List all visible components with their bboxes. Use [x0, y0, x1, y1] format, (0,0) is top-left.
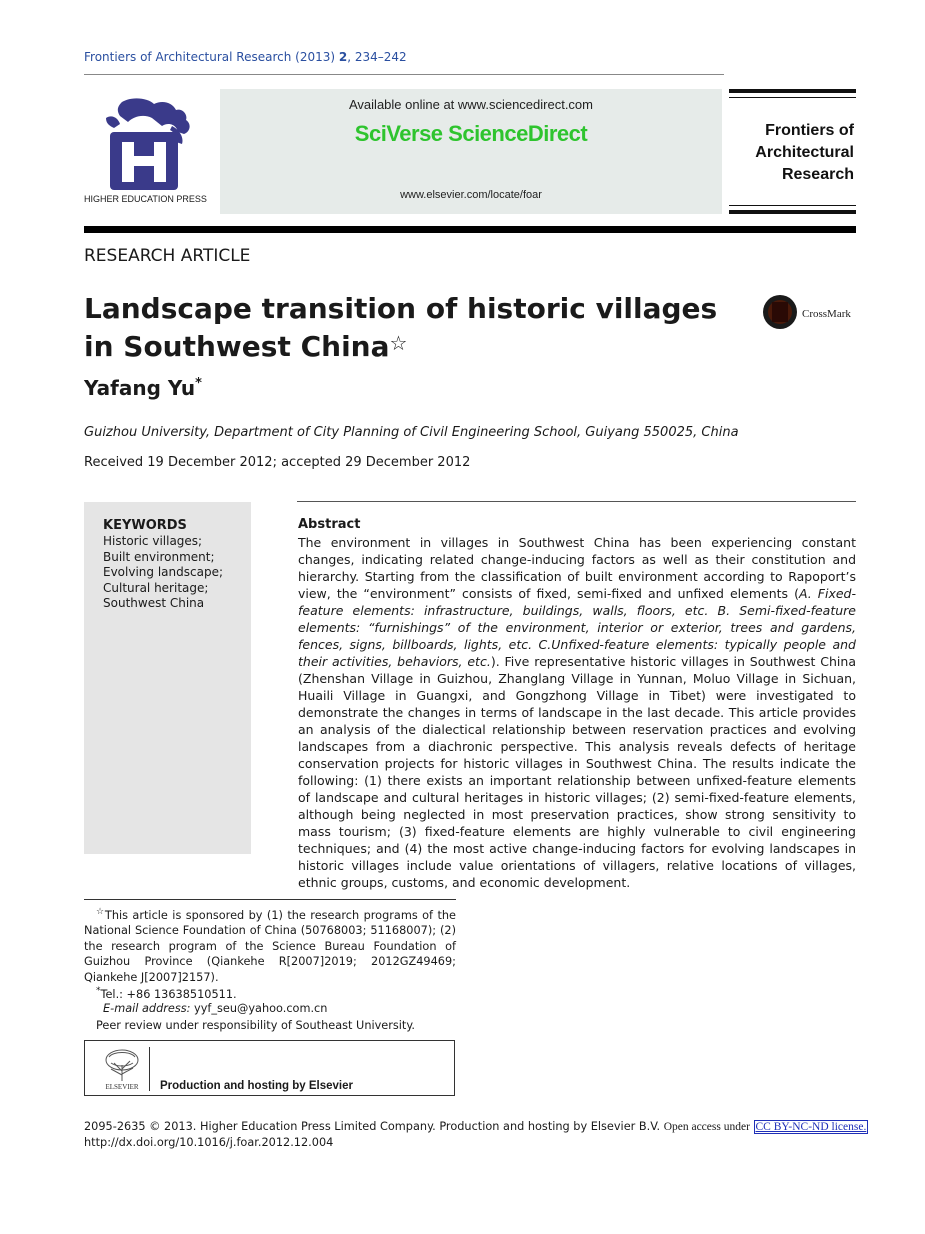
title-line-2: in Southwest China: [84, 330, 390, 363]
journal-name: [729, 120, 854, 186]
article-title: [84, 290, 724, 366]
abstract-text-part1: The environment in villages in Southwest China has been experiencing constant changes, indicating related change-inducing factors as well as their constitution and hierarchy. Starting from the classification of built environment according to Rapoport’s view, the “environment” consists of fixed, semi-fixed and unfixed elements (: [298, 535, 856, 601]
title-footnote-star[interactable]: ☆: [389, 331, 408, 355]
available-online-text: Available online at www.sciencedirect.com: [349, 97, 593, 112]
peer-review-note: Peer review under responsibility of Southeast University.: [96, 1019, 416, 1032]
journal-name-line: Architectural: [755, 144, 854, 161]
author-footnote-mark[interactable]: *: [195, 376, 202, 391]
journal-ref-prefix: Frontiers of Architectural Research (2013): [84, 50, 339, 64]
elsevier-box: [84, 1040, 455, 1096]
crossmark-badge[interactable]: [762, 294, 862, 334]
abstract-rule: [297, 501, 856, 502]
elsevier-hosting-text: Production and hosting by Elsevier: [160, 1080, 353, 1092]
journal-name-bar-top: [729, 89, 856, 93]
author[interactable]: Yafang Yu: [84, 376, 196, 400]
publisher-caption: HIGHER EDUCATION PRESS: [84, 194, 207, 204]
tel-text: Tel.: +86 13638510511.: [100, 987, 237, 1001]
elsevier-tree-icon: [97, 1047, 147, 1091]
crossmark-icon: [762, 294, 798, 330]
journal-url[interactable]: www.elsevier.com/locate/foar: [400, 189, 542, 201]
elsevier-separator: [149, 1047, 150, 1091]
copyright-text: 2095-2635 © 2013. Higher Education Press Limited Company. Production and hosting by Elsevier B.V.: [84, 1120, 661, 1133]
received-dates: Received 19 December 2012; accepted 29 December 2012: [84, 455, 471, 470]
keyword-item: Historic villages;: [103, 534, 203, 548]
journal-name-line: Frontiers of: [765, 122, 854, 139]
license-link[interactable]: CC BY-NC-ND license.: [755, 1121, 867, 1133]
tel-footnote: [96, 984, 468, 1002]
email-address[interactable]: yyf_seu@yahoo.com.cn: [194, 1002, 328, 1015]
journal-name-bar-bottom: [729, 210, 856, 214]
author-name: [84, 376, 202, 400]
abstract-body: [298, 534, 856, 891]
journal-name-bar-bottom-thin: [729, 205, 856, 206]
keywords-heading: KEYWORDS: [103, 518, 187, 533]
abstract-text-part2: ). Five representative historic villages in Southwest China (Zhenshan Village in Guizhou, Zhanglang Village in Yunnan, Moluo Village in Sichuan, Huaili Village in Guangxi, and Gongzhong Village in Tibet) were investigated to demonstrate the changes in terms of landscape in the last decade. This article provides an analysis of the dialectical relationship between reservation practices and evolving landscapes from a diachronic perspective. This analysis reveals defects of heritage conservation projects for historic villages in Southwest China. The results indicate the following: (1) there exists an important relationship between unfixed-feature elements of landscape and cultural heritages in historic villages; (2) semi-fixed-feature elements, although being neglected in most preservation practices, show strong sensitivity to mass tourism; (3) fixed-feature elements are highly vulnerable to civil engineering techniques; and (4) the most active change-inducing factors for evolving landscapes in historic villages include value orientations of villagers, relative locations of villages, ethnic groups, customs, and economic development.: [298, 654, 856, 890]
top-rule: [84, 74, 724, 75]
elsevier-logo-word: ELSEVIER: [105, 1083, 139, 1091]
keyword-item: Cultural heritage;: [103, 580, 209, 595]
journal-ref-volume: 2: [338, 50, 348, 64]
title-line-1: Landscape transition of historic villages: [84, 292, 718, 325]
abstract-heading: Abstract: [298, 517, 361, 532]
journal-name-line: Research: [781, 166, 854, 183]
journal-name-bar-top-thin: [729, 97, 856, 98]
keyword-item: Built environment;: [103, 549, 215, 564]
tel-mark: *: [96, 986, 101, 996]
keyword-item: Evolving landscape;: [103, 565, 223, 579]
doi-link[interactable]: http://dx.doi.org/10.1016/j.foar.2012.12.004: [84, 1136, 334, 1149]
header-thick-rule: [84, 226, 856, 233]
keywords-list: [103, 534, 223, 612]
affiliation: Guizhou University, Department of City Planning of Civil Engineering School, Guiyang 550025, China: [84, 425, 739, 440]
keyword-item: Southwest China: [103, 596, 205, 610]
article-type: RESEARCH ARTICLE: [84, 246, 251, 266]
funding-text: This article is sponsored by (1) the research programs of the National Science Foundation of China (50768003; 51168007); (2) the research program of the Science Bureau Foundation of Guizhou Province (Qiankehe R[2007]2019; 2012GZ49469; Qiankehe J[2007]2157).: [84, 908, 457, 984]
sciencedirect-banner: [220, 89, 722, 214]
crossmark-label: CrossMark: [802, 308, 851, 320]
sciencedirect-brand[interactable]: SciVerse ScienceDirect: [354, 121, 588, 146]
copyright-line: [84, 1120, 868, 1133]
funding-star-mark: ☆: [96, 907, 105, 917]
email-label: E-mail address:: [103, 1002, 191, 1015]
funding-footnote: [84, 905, 456, 985]
email-footnote: [103, 1001, 475, 1017]
footnote-rule: [84, 899, 456, 900]
publisher-logo: [84, 96, 214, 208]
dragon-seal-icon: [92, 96, 196, 192]
journal-ref-pages: , 234–242: [347, 50, 407, 64]
open-access-text: Open access under: [663, 1121, 750, 1133]
abstract-text-italic: A. Fixed-feature elements: infrastructure, buildings, walls, floors, etc. B. Semi-fixed-feature elements: “furnishings” of the environment, interior or exterior, trees and gardens, fences, signs, billboards, lights, etc. C.Unfixed-feature elements: typically people and their activities, behaviors, etc.: [298, 586, 856, 669]
journal-reference: [84, 50, 407, 64]
keywords-box: [84, 502, 251, 854]
